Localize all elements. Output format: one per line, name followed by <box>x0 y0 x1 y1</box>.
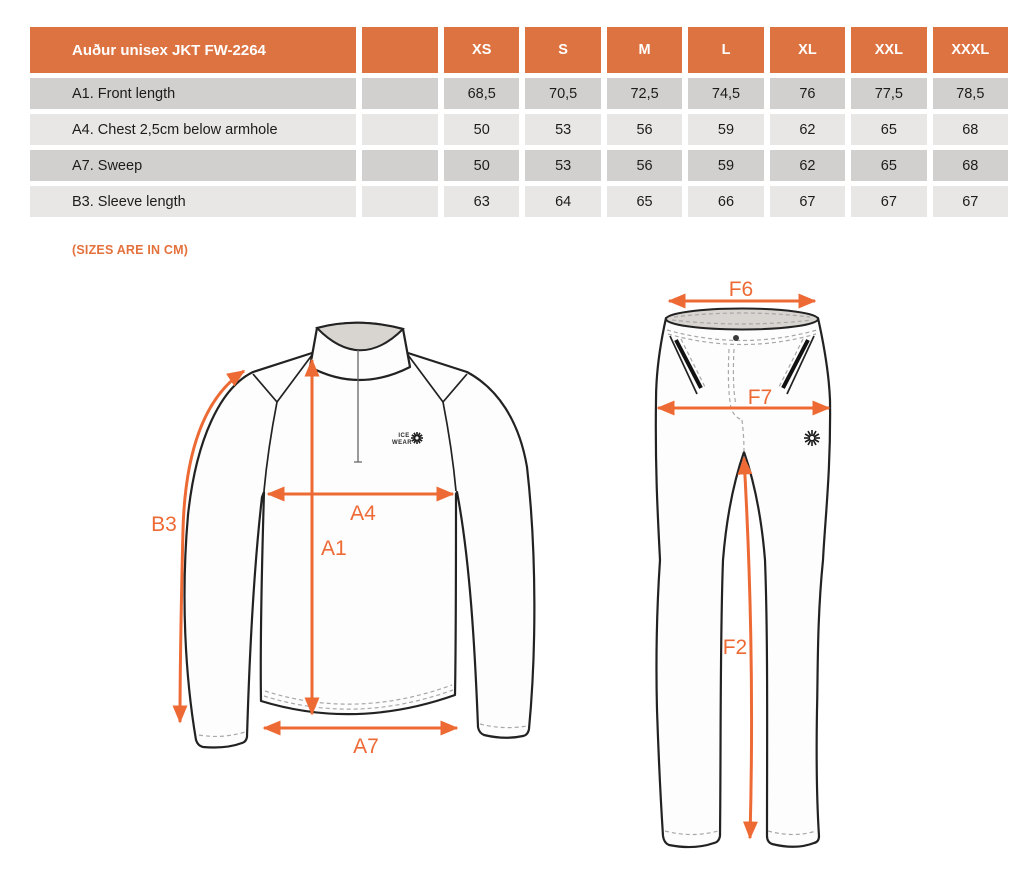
jacket-drawing <box>151 323 534 758</box>
size-header-l: L <box>688 27 763 73</box>
label-a7: A7 <box>353 735 379 758</box>
size-header-m: M <box>607 27 682 73</box>
jacket-body-outline <box>185 353 535 748</box>
size-value: 67 <box>933 186 1008 217</box>
label-f6: F6 <box>728 278 754 301</box>
size-value: 72,5 <box>607 78 682 109</box>
size-value: 76 <box>770 78 845 109</box>
size-value: 62 <box>770 114 845 145</box>
size-value: 53 <box>525 114 600 145</box>
label-f7: F7 <box>747 386 773 409</box>
size-value: 50 <box>444 114 519 145</box>
size-value: 67 <box>851 186 926 217</box>
size-value: 74,5 <box>688 78 763 109</box>
logo-text-ice: ICE <box>398 433 410 439</box>
size-header-xs: XS <box>444 27 519 73</box>
size-value: 64 <box>525 186 600 217</box>
size-value: 63 <box>444 186 519 217</box>
size-value: 56 <box>607 114 682 145</box>
row-label: A4. Chest 2,5cm below armhole <box>30 114 356 145</box>
label-f2: F2 <box>722 636 748 659</box>
size-value: 56 <box>607 150 682 181</box>
size-header-s: S <box>525 27 600 73</box>
pants-body-outline <box>656 318 830 847</box>
size-value: 68 <box>933 150 1008 181</box>
size-value: 68 <box>933 114 1008 145</box>
size-value: 78,5 <box>933 78 1008 109</box>
pants-drawing <box>656 278 830 847</box>
size-value: 53 <box>525 150 600 181</box>
waist-button <box>733 335 739 341</box>
label-a4: A4 <box>350 502 376 525</box>
waistband <box>666 309 818 330</box>
size-value: 65 <box>851 114 926 145</box>
size-value: 59 <box>688 150 763 181</box>
size-value: 67 <box>770 186 845 217</box>
size-header-xxxl: XXXL <box>933 27 1008 73</box>
size-value: 50 <box>444 150 519 181</box>
row-label: A1. Front length <box>30 78 356 109</box>
size-value: 65 <box>607 186 682 217</box>
label-a1: A1 <box>321 537 347 560</box>
size-value: 66 <box>688 186 763 217</box>
size-value: 62 <box>770 150 845 181</box>
size-value: 68,5 <box>444 78 519 109</box>
size-header-xxl: XXL <box>851 27 926 73</box>
sizes-unit-note: (SIZES ARE IN CM) <box>72 243 189 257</box>
size-value: 65 <box>851 150 926 181</box>
size-header-xl: XL <box>770 27 845 73</box>
size-value: 77,5 <box>851 78 926 109</box>
size-value: 59 <box>688 114 763 145</box>
row-label: B3. Sleeve length <box>30 186 356 217</box>
table-title: Auður unisex JKT FW-2264 <box>30 27 356 73</box>
label-b3: B3 <box>151 513 177 536</box>
row-label: A7. Sweep <box>30 150 356 181</box>
size-value: 70,5 <box>525 78 600 109</box>
logo-text-wear: WEAR <box>392 440 412 446</box>
